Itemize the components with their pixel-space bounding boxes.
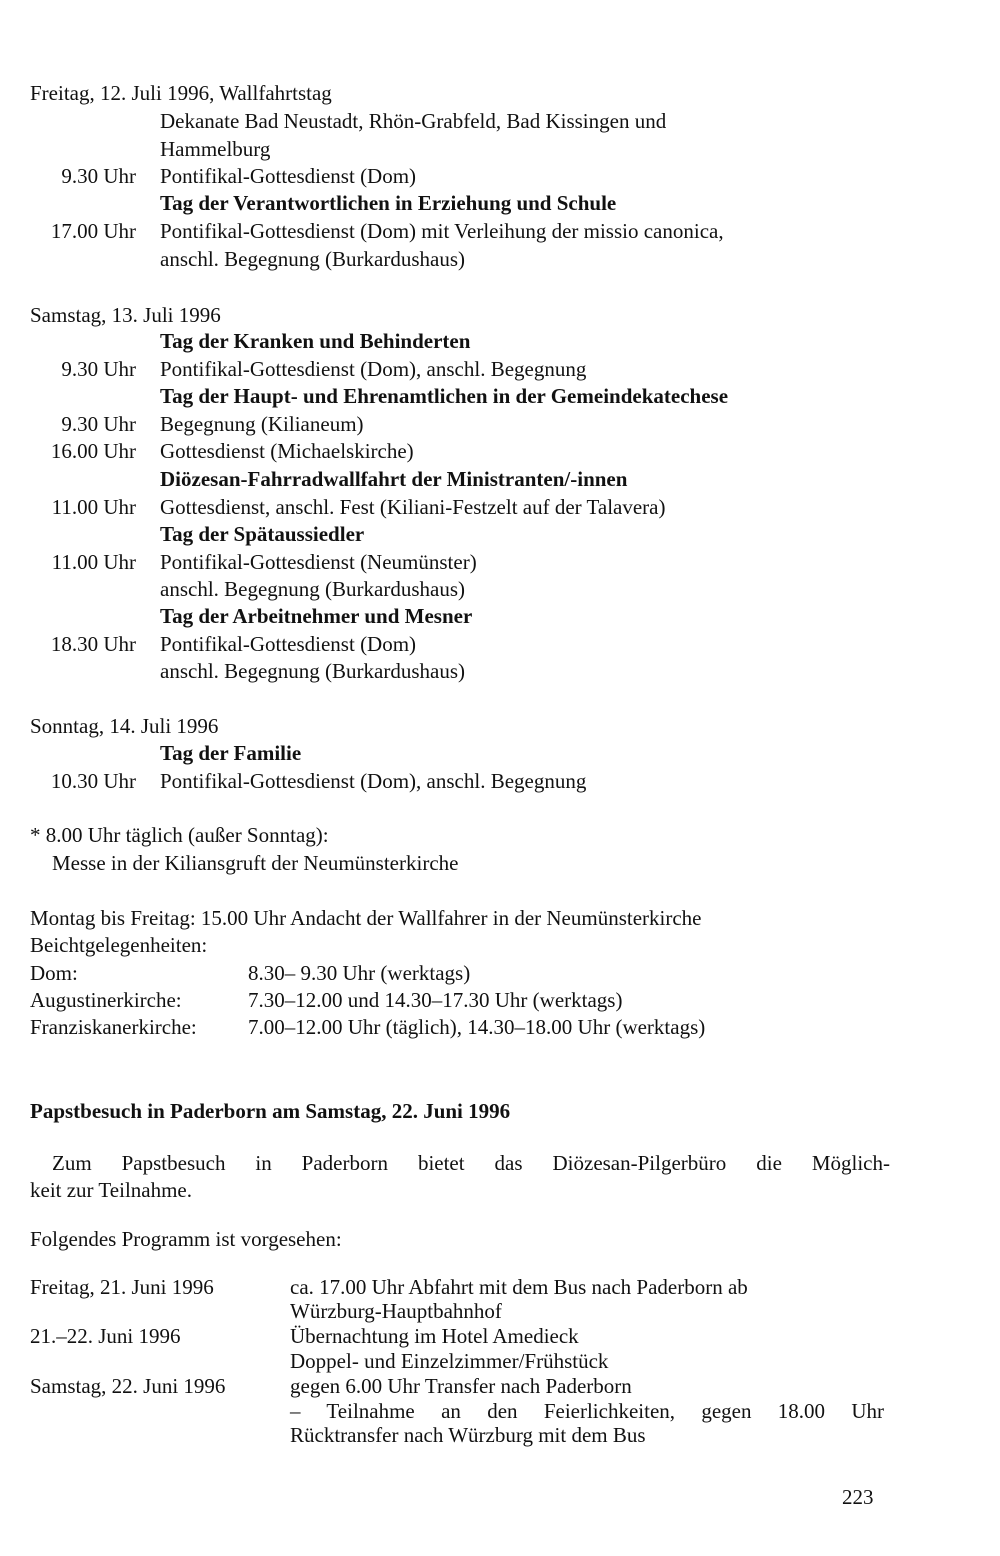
sunday-heading: Sonntag, 14. Juli 1996 [30,714,219,738]
friday-event2-time: 17.00 Uhr [50,219,136,243]
friday-dekanate-row [0,108,1000,135]
saturday-t4-row1 [0,549,1000,576]
saturday-t4-text2: anschl. Begegnung (Burkardushaus) [160,577,466,601]
saturday-t2-title-row [0,383,1000,410]
saturday-t4-time: 11.00 Uhr [51,550,136,574]
saturday-t5-row2 [0,658,1000,685]
schedule-date: Freitag, 21. Juni 1996 [30,1275,214,1299]
schedule-row-cont [0,1348,1000,1375]
saturday-t5-row1 [0,631,1000,658]
paderborn-intro-line2: keit zur Teilnahme. [30,1178,193,1202]
confession-row [0,960,1000,987]
friday-event2-row [0,218,1000,245]
schedule-line1: ca. 17.00 Uhr Abfahrt mit dem Bus nach Paderborn ab [290,1275,748,1299]
confession-times: 7.30–12.00 und 14.30–17.30 Uhr (werktags) [248,988,623,1012]
saturday-t2-row2 [0,438,1000,465]
paderborn-intro-row2 [0,1177,1000,1204]
saturday-t3-title: Diözesan-Fahrradwallfahrt der Ministranten/-innen [160,467,628,491]
saturday-t1-title-row [0,328,1000,355]
saturday-t5-text1: Pontifikal-Gottesdienst (Dom) [160,632,417,656]
confession-times: 8.30– 9.30 Uhr (werktags) [248,961,471,985]
saturday-t3-text: Gottesdienst, anschl. Fest (Kiliani-Festzelt auf der Talavera) [160,495,666,519]
saturday-t1-title: Tag der Kranken und Behinderten [160,329,471,353]
saturday-t2-time1: 9.30 Uhr [61,412,136,436]
note-line1: * 8.00 Uhr täglich (außer Sonntag): [30,823,329,847]
schedule-line2: Würzburg-Hauptbahnhof [290,1299,502,1323]
friday-event2-text1: Pontifikal-Gottesdienst (Dom) mit Verleihung der missio canonica, [160,219,724,243]
schedule-line1: Übernachtung im Hotel Amedieck [290,1324,579,1348]
sunday-t1-text: Pontifikal-Gottesdienst (Dom), anschl. Begegnung [160,769,587,793]
page-number: 223 [842,1485,874,1509]
saturday-t2-time2: 16.00 Uhr [50,439,136,463]
saturday-t1-time: 9.30 Uhr [61,357,136,381]
sunday-t1-time: 10.30 Uhr [50,769,136,793]
saturday-t2-text1: Begegnung (Kilianeum) [160,412,364,436]
saturday-t4-text1: Pontifikal-Gottesdienst (Neumünster) [160,550,477,574]
saturday-heading-row [0,302,1000,329]
friday-event1-time: 9.30 Uhr [61,164,136,188]
confession-heading: Beichtgelegenheiten: [30,933,208,957]
program-intro: Folgendes Programm ist vorgesehen: [30,1227,342,1251]
saturday-t2-text2: Gottesdienst (Michaelskirche) [160,439,414,463]
friday-event2-text2: anschl. Begegnung (Burkardushaus) [160,247,466,271]
saturday-t3-row [0,494,1000,521]
saturday-t5-text2: anschl. Begegnung (Burkardushaus) [160,659,466,683]
program-intro-row [0,1226,1000,1253]
sunday-t1-title: Tag der Familie [160,741,302,765]
saturday-t1-row [0,356,1000,383]
saturday-heading: Samstag, 13. Juli 1996 [30,303,221,327]
sunday-t1-title-row [0,740,1000,767]
friday-heading-row [0,80,1000,107]
saturday-t3-time: 11.00 Uhr [51,495,136,519]
confession-row [0,1014,1000,1041]
friday-dekanate-line2: Hammelburg [160,137,271,161]
paderborn-heading-row [0,1098,1000,1125]
confession-times: 7.00–12.00 Uhr (täglich), 14.30–18.00 Uhr (werktags) [248,1015,706,1039]
confession-row [0,987,1000,1014]
note-line2: Messe in der Kiliansgruft der Neumünsterkirche [52,851,459,875]
sunday-heading-row [0,713,1000,740]
friday-event2-title-row [0,190,1000,217]
weekday-devotion-line: Montag bis Freitag: 15.00 Uhr Andacht der Wallfahrer in der Neumünsterkirche [30,906,702,930]
friday-heading: Freitag, 12. Juli 1996, Wallfahrtstag [30,81,332,105]
schedule-line1: gegen 6.00 Uhr Transfer nach Paderborn [290,1374,632,1398]
confession-place: Dom: [30,961,78,985]
friday-event1-text: Pontifikal-Gottesdienst (Dom) [160,164,417,188]
confession-place: Augustinerkirche: [30,988,182,1012]
schedule-date: Samstag, 22. Juni 1996 [30,1374,226,1398]
saturday-t5-time: 18.30 Uhr [50,632,136,656]
confession-place: Franziskanerkirche: [30,1015,197,1039]
friday-dekanate-row2 [0,136,1000,163]
schedule-row-cont [0,1422,1000,1449]
schedule-line2: Doppel- und Einzelzimmer/Frühstück [290,1349,609,1373]
schedule-line2: – Teilnahme an den Feierlichkeiten, gegen 18.00 Uhr [290,1399,884,1423]
friday-event2-row2 [0,246,1000,273]
saturday-t4-title-row [0,521,1000,548]
note-row2 [0,850,1000,877]
saturday-t2-row1 [0,411,1000,438]
schedule-row [0,1274,1000,1301]
confession-heading-row [0,932,1000,959]
saturday-t1-text: Pontifikal-Gottesdienst (Dom), anschl. Begegnung [160,357,587,381]
saturday-t4-title: Tag der Spätaussiedler [160,522,365,546]
saturday-t5-title-row [0,603,1000,630]
schedule-row [0,1323,1000,1350]
sunday-t1-row [0,768,1000,795]
saturday-t2-title: Tag der Haupt- und Ehrenamtlichen in der Gemeindekatechese [160,384,729,408]
friday-event2-title: Tag der Verantwortlichen in Erziehung und Schule [160,191,617,215]
saturday-t5-title: Tag der Arbeitnehmer und Mesner [160,604,473,628]
saturday-t4-row2 [0,576,1000,603]
weekday-devotion-row [0,905,1000,932]
friday-event1-row [0,163,1000,190]
schedule-date: 21.–22. Juni 1996 [30,1324,181,1348]
paderborn-heading: Papstbesuch in Paderborn am Samstag, 22. Juni 1996 [30,1099,511,1123]
schedule-row [0,1373,1000,1400]
note-row1 [0,822,1000,849]
paderborn-intro-line1: Zum Papstbesuch in Paderborn bietet das Diözesan-Pilgerbüro die Möglich- [52,1151,890,1175]
friday-dekanate-line1: Dekanate Bad Neustadt, Rhön-Grabfeld, Bad Kissingen und [160,109,667,133]
saturday-t3-title-row [0,466,1000,493]
schedule-line3: Rücktransfer nach Würzburg mit dem Bus [290,1423,646,1447]
schedule-row-cont [0,1298,1000,1325]
